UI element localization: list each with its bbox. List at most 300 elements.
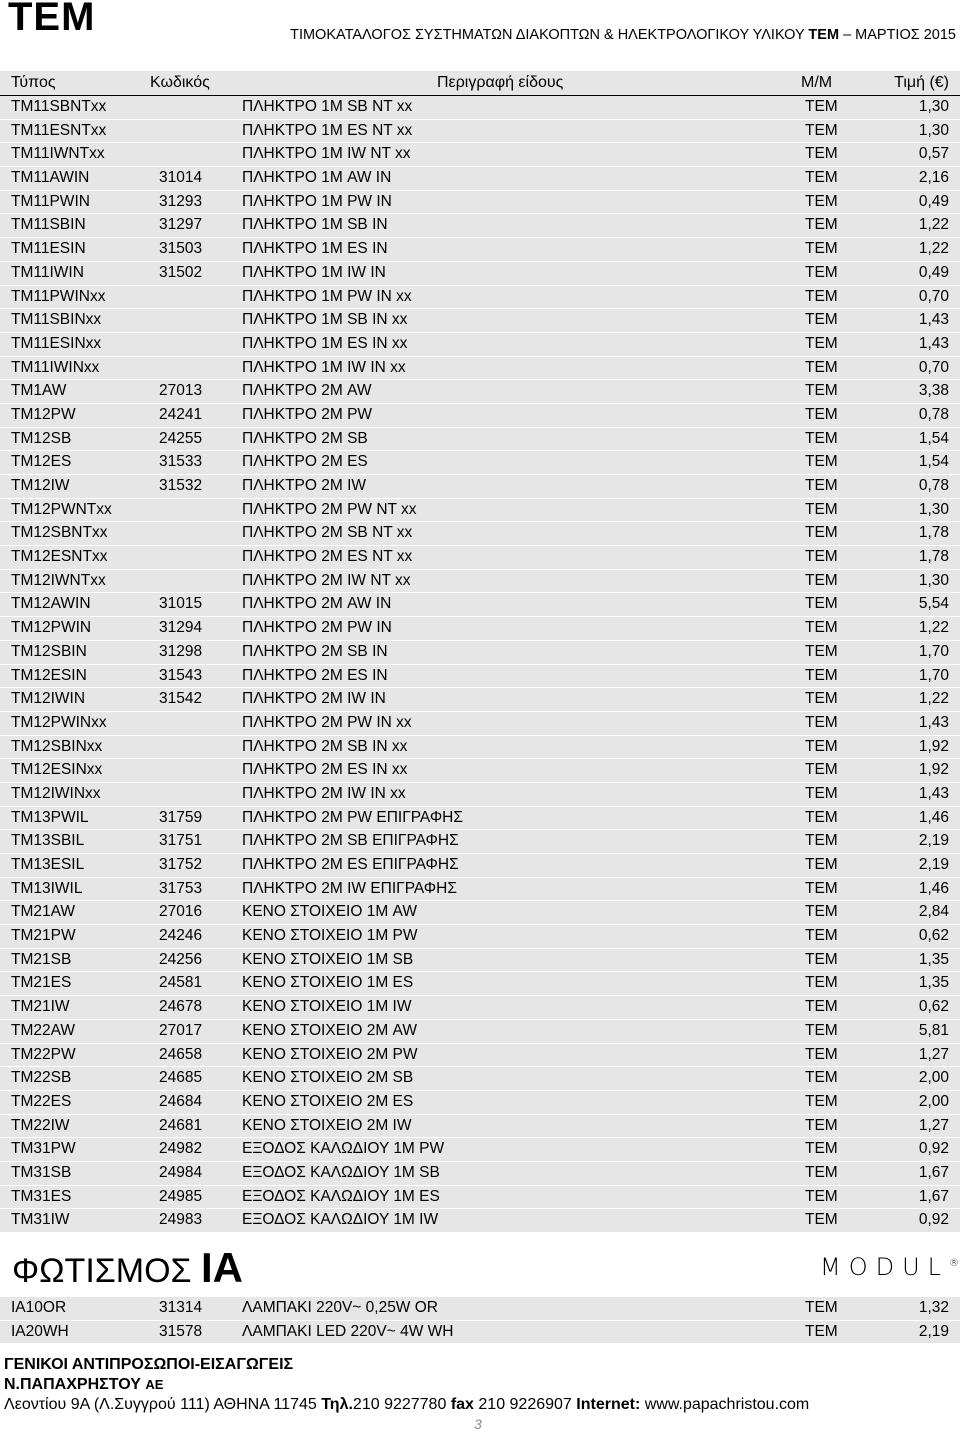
cell-code: 24256 xyxy=(159,950,203,968)
cell-unit: TEM xyxy=(805,856,838,873)
cell-price: 1,35 xyxy=(918,974,949,992)
cell-price: 0,78 xyxy=(918,405,949,423)
cell-code: 31543 xyxy=(159,666,203,684)
cell-unit: TEM xyxy=(805,169,838,187)
table-row xyxy=(0,309,960,333)
cell-code: 31014 xyxy=(159,169,203,187)
col-code-header: Κωδικός xyxy=(150,74,210,91)
cell-unit: TEM xyxy=(805,571,838,589)
cell-desc: ΠΛΗΚΤΡΟ 1Μ AW IN xyxy=(242,169,392,187)
cell-type: TM11ESINxx xyxy=(11,334,102,352)
cell-desc: ΠΛΗΚΤΡΟ 2Μ IW IN xx xyxy=(242,784,406,802)
cell-desc: ΕΞΟΔΟΣ ΚΑΛΩΔΙΟΥ 1Μ IW xyxy=(242,1211,439,1229)
cell-unit: TEM xyxy=(805,1092,838,1110)
cell-type: TM12SBNTxx xyxy=(11,524,108,542)
cell-unit: TEM xyxy=(805,287,838,305)
cell-desc: ΠΛΗΚΤΡΟ 2Μ SB IN xyxy=(242,642,388,660)
cell-desc: ΠΛΗΚΤΡΟ 2Μ AW IN xyxy=(242,595,392,613)
cell-code: 31297 xyxy=(159,216,203,234)
table-row xyxy=(0,191,960,215)
cell-price: 1,70 xyxy=(918,666,949,684)
cell-price: 0,78 xyxy=(918,477,949,494)
cell-desc: ΚΕΝΟ ΣΤΟΙΧΕΙΟ 2Μ IW xyxy=(242,1116,412,1134)
table-row xyxy=(0,759,960,783)
cell-price: 1,67 xyxy=(918,1187,949,1205)
cell-type: TM11PWINxx xyxy=(11,287,106,305)
cell-price: 0,92 xyxy=(918,1211,949,1229)
cell-type: TM11SBINxx xyxy=(11,311,102,329)
cell-desc: ΠΛΗΚΤΡΟ 2Μ PW IN xyxy=(242,619,392,637)
cell-unit: TEM xyxy=(805,1299,838,1316)
table-row xyxy=(0,120,960,144)
cell-type: TM12ESIN xyxy=(11,666,87,684)
cell-price: 0,57 xyxy=(918,145,949,163)
cell-price: 2,19 xyxy=(918,1322,949,1340)
cell-type: TM11SBNTxx xyxy=(11,98,107,115)
cell-price: 2,19 xyxy=(918,832,949,850)
table-header xyxy=(0,71,960,96)
cell-price: 0,49 xyxy=(918,263,949,281)
cell-unit: TEM xyxy=(805,903,838,921)
table-row xyxy=(0,451,960,475)
cell-price: 2,19 xyxy=(918,856,949,873)
cell-desc: ΠΛΗΚΤΡΟ 2Μ ES ΕΠΙΓΡΑΦΗΣ xyxy=(242,856,459,873)
cell-code: 31298 xyxy=(159,642,203,660)
cell-type: TM11IWNTxx xyxy=(11,145,105,163)
cell-code: 31753 xyxy=(159,879,203,897)
catalog-title-prefix: ΤΙΜΟΚΑΤΑΛΟΓΟΣ ΣΥΣΤΗΜΑΤΩΝ ΔΙΑΚΟΠΤΩΝ & ΗΛΕΚΤΡΟΛΟΓΙΚΟΥ ΥΛΙΚΟΥ xyxy=(290,27,805,43)
cell-desc: ΕΞΟΔΟΣ ΚΑΛΩΔΙΟΥ 1Μ SB xyxy=(242,1163,440,1181)
cell-desc: ΚΕΝΟ ΣΤΟΙΧΕΙΟ 1Μ AW xyxy=(242,903,417,921)
cell-desc: ΠΛΗΚΤΡΟ 1Μ IW IN xx xyxy=(242,358,406,376)
cell-code: 24983 xyxy=(159,1211,203,1229)
cell-unit: TEM xyxy=(805,737,838,755)
cell-desc: ΠΛΗΚΤΡΟ 2Μ SB ΕΠΙΓΡΑΦΗΣ xyxy=(242,832,459,850)
table-row xyxy=(0,570,960,594)
cell-desc: ΠΛΗΚΤΡΟ 2Μ PW ΕΠΙΓΡΑΦΗΣ xyxy=(242,808,463,826)
cell-type: TM21PW xyxy=(11,927,76,945)
table-row xyxy=(0,688,960,712)
cell-type: TM11ESIN xyxy=(11,240,86,258)
cell-desc: ΠΛΗΚΤΡΟ 1Μ PW IN xx xyxy=(242,287,412,305)
section-title-text: ΦΩΤΙΣΜΟΣ xyxy=(12,1252,192,1290)
cell-price: 1,92 xyxy=(918,761,949,779)
catalog-title-brand: TEM xyxy=(808,27,840,43)
cell-unit: TEM xyxy=(805,1163,838,1181)
cell-desc: ΠΛΗΚΤΡΟ 1Μ ES NT xx xyxy=(242,121,413,139)
table-row xyxy=(0,617,960,641)
cell-unit: TEM xyxy=(805,879,838,897)
cell-price: 1,78 xyxy=(918,524,949,542)
cell-desc: ΠΛΗΚΤΡΟ 1Μ PW IN xyxy=(242,192,392,210)
cell-unit: TEM xyxy=(805,1322,838,1340)
cell-unit: TEM xyxy=(805,524,838,542)
cell-price: 1,22 xyxy=(918,240,949,258)
cell-code: 24241 xyxy=(159,405,203,423)
cell-desc: ΠΛΗΚΤΡΟ 2Μ IW NT xx xyxy=(242,571,411,589)
table-row xyxy=(0,1209,960,1233)
cell-type: TM12SBINxx xyxy=(11,737,103,755)
cell-price: 3,38 xyxy=(918,382,949,400)
cell-code: 31503 xyxy=(159,240,203,258)
cell-desc: ΠΛΗΚΤΡΟ 2Μ ES xyxy=(242,453,368,471)
cell-code: 31015 xyxy=(159,595,203,613)
cell-desc: ΠΛΗΚΤΡΟ 2Μ PW IN xx xyxy=(242,713,412,731)
cell-type: TM12ES xyxy=(11,453,72,471)
table-row xyxy=(0,475,960,499)
table-row xyxy=(0,1186,960,1210)
cell-unit: TEM xyxy=(805,950,838,968)
cell-price: 0,62 xyxy=(918,998,949,1016)
cell-price: 1,27 xyxy=(918,1116,949,1134)
cell-type: TM12IWIN xyxy=(11,690,86,708)
table-row xyxy=(0,143,960,167)
cell-code: 27013 xyxy=(159,382,203,400)
cell-unit: TEM xyxy=(805,666,838,684)
cell-price: 1,92 xyxy=(918,737,949,755)
footer-distributor: ΓΕΝΙΚΟΙ ΑΝΤΙΠΡΟΣΩΠΟΙ-ΕΙΣΑΓΩΓΕΙΣ xyxy=(4,1356,294,1373)
cell-desc: ΠΛΗΚΤΡΟ 1Μ ES IN xx xyxy=(242,334,408,352)
cell-code: 24678 xyxy=(159,998,203,1016)
cell-price: 1,30 xyxy=(918,98,949,115)
cell-type: TM22PW xyxy=(11,1045,76,1063)
cell-desc: ΚΕΝΟ ΣΤΟΙΧΕΙΟ 1Μ PW xyxy=(242,927,418,945)
cell-desc: ΛΑΜΠΑΚΙ LED 220V~ 4W WH xyxy=(242,1322,454,1340)
modul-logo xyxy=(820,1253,959,1281)
cell-unit: TEM xyxy=(805,453,838,471)
cell-unit: TEM xyxy=(805,216,838,234)
table-row xyxy=(0,807,960,831)
cell-desc: ΠΛΗΚΤΡΟ 1Μ SB IN xx xyxy=(242,311,408,329)
modul-logo-text: MODUL xyxy=(820,1253,950,1281)
cell-price: 2,84 xyxy=(918,903,949,921)
cell-unit: TEM xyxy=(805,832,838,850)
cell-type: TM12IWNTxx xyxy=(11,571,106,589)
table-row xyxy=(0,380,960,404)
cell-unit: TEM xyxy=(805,311,838,329)
table-row xyxy=(0,1297,960,1321)
cell-type: TM13SBIL xyxy=(11,832,85,850)
table-row xyxy=(0,428,960,452)
cell-unit: TEM xyxy=(805,500,838,518)
cell-price: 0,62 xyxy=(918,927,949,945)
cell-unit: TEM xyxy=(805,1021,838,1039)
cell-type: TM22IW xyxy=(11,1116,70,1134)
col-unit-header: Μ/Μ xyxy=(801,74,833,91)
cell-unit: TEM xyxy=(805,1211,838,1229)
table-row xyxy=(0,499,960,523)
table-row xyxy=(0,972,960,996)
table-row xyxy=(0,1138,960,1162)
cell-desc: ΠΛΗΚΤΡΟ 2Μ ES IN xx xyxy=(242,761,408,779)
cell-unit: TEM xyxy=(805,358,838,376)
cell-type: TM11SBIN xyxy=(11,216,86,234)
cell-unit: TEM xyxy=(805,1140,838,1158)
cell-price: 1,22 xyxy=(918,690,949,708)
cell-desc: ΚΕΝΟ ΣΤΟΙΧΕΙΟ 2Μ ES xyxy=(242,1092,414,1110)
cell-code: 24984 xyxy=(159,1163,203,1181)
table-row xyxy=(0,1162,960,1186)
cell-unit: TEM xyxy=(805,595,838,613)
table-row xyxy=(0,878,960,902)
cell-unit: TEM xyxy=(805,548,838,566)
cell-price: 0,92 xyxy=(918,1140,949,1158)
cell-price: 1,43 xyxy=(918,784,949,802)
table-row xyxy=(0,641,960,665)
cell-type: TM22AW xyxy=(11,1021,76,1039)
cell-price: 1,54 xyxy=(918,429,949,447)
table-row xyxy=(0,546,960,570)
cell-type: TM11IWINxx xyxy=(11,358,100,376)
cell-unit: TEM xyxy=(805,927,838,945)
table-row xyxy=(0,1044,960,1068)
registered-mark: ® xyxy=(949,1258,960,1269)
table-row xyxy=(0,1321,960,1345)
cell-type: TM22SB xyxy=(11,1069,72,1087)
cell-code: 31293 xyxy=(159,192,203,210)
footer-fax-label: fax xyxy=(450,1396,474,1413)
cell-code: 24246 xyxy=(159,927,203,945)
table-row xyxy=(0,522,960,546)
table-row xyxy=(0,333,960,357)
cell-price: 1,70 xyxy=(918,642,949,660)
cell-desc: ΠΛΗΚΤΡΟ 2Μ IW ΕΠΙΓΡΑΦΗΣ xyxy=(242,879,457,897)
cell-desc: ΚΕΝΟ ΣΤΟΙΧΕΙΟ 2Μ SB xyxy=(242,1069,414,1087)
table-row xyxy=(0,925,960,949)
cell-unit: TEM xyxy=(805,761,838,779)
cell-desc: ΠΛΗΚΤΡΟ 1Μ IW IN xyxy=(242,263,386,281)
cell-price: 1,35 xyxy=(918,950,949,968)
cell-type: TM31ES xyxy=(11,1187,72,1205)
table-row xyxy=(0,593,960,617)
cell-unit: TEM xyxy=(805,263,838,281)
cell-code: 31532 xyxy=(159,477,203,494)
cell-code: 24255 xyxy=(159,429,203,447)
cell-desc: ΠΛΗΚΤΡΟ 2Μ AW xyxy=(242,382,372,400)
cell-type: TM12AWIN xyxy=(11,595,91,613)
table-row xyxy=(0,357,960,381)
table-row xyxy=(0,665,960,689)
cell-code: 31502 xyxy=(159,263,203,281)
cell-price: 0,70 xyxy=(918,287,949,305)
cell-unit: TEM xyxy=(805,334,838,352)
cell-code: 31751 xyxy=(159,832,203,850)
catalog-title-suffix: – ΜΑΡΤΙΟΣ 2015 xyxy=(843,27,956,43)
cell-unit: TEM xyxy=(805,642,838,660)
table-row xyxy=(0,167,960,191)
cell-desc: ΠΛΗΚΤΡΟ 1Μ ES IN xyxy=(242,240,388,258)
cell-price: 1,43 xyxy=(918,334,949,352)
col-desc-header: Περιγραφή είδους xyxy=(437,74,564,91)
cell-code: 24681 xyxy=(159,1116,203,1134)
cell-desc: ΠΛΗΚΤΡΟ 2Μ IW IN xyxy=(242,690,386,708)
cell-unit: TEM xyxy=(805,121,838,139)
cell-price: 1,46 xyxy=(918,879,949,897)
cell-price: 1,30 xyxy=(918,571,949,589)
table-row xyxy=(0,214,960,238)
cell-code: 24985 xyxy=(159,1187,203,1205)
tem-logo: TEM xyxy=(8,0,96,39)
cell-type: TM31SB xyxy=(11,1163,72,1181)
cell-code: 24685 xyxy=(159,1069,203,1087)
cell-unit: TEM xyxy=(805,690,838,708)
cell-type: TM12PW xyxy=(11,405,76,423)
cell-type: TM12ESINxx xyxy=(11,761,103,779)
col-type-header: Τύπος xyxy=(11,74,56,91)
cell-unit: TEM xyxy=(805,240,838,258)
cell-price: 1,22 xyxy=(918,619,949,637)
footer-company-name: Ν.ΠΑΠΑΧΡΗΣΤΟΥ xyxy=(4,1376,141,1393)
cell-type: TM13ESIL xyxy=(11,856,85,873)
cell-type: TM13IWIL xyxy=(11,879,83,897)
cell-type: TM31PW xyxy=(11,1140,76,1158)
cell-desc: ΠΛΗΚΤΡΟ 2Μ SB NT xx xyxy=(242,524,413,542)
cell-type: TM12IW xyxy=(11,477,70,494)
cell-price: 1,30 xyxy=(918,500,949,518)
cell-unit: TEM xyxy=(805,808,838,826)
cell-type: TM12ESNTxx xyxy=(11,548,108,566)
page-number: 3 xyxy=(474,1416,482,1432)
table-row xyxy=(0,1020,960,1044)
cell-price: 5,81 xyxy=(918,1021,949,1039)
cell-unit: TEM xyxy=(805,619,838,637)
cell-desc: ΠΛΗΚΤΡΟ 2Μ IW xyxy=(242,477,367,494)
table-row xyxy=(0,830,960,854)
cell-type: TM11PWIN xyxy=(11,192,90,210)
cell-desc: ΠΛΗΚΤΡΟ 1Μ SB IN xyxy=(242,216,388,234)
footer-company xyxy=(4,1376,163,1394)
table-row xyxy=(0,404,960,428)
cell-unit: TEM xyxy=(805,429,838,447)
section-title-ia: IA xyxy=(201,1244,244,1291)
footer-fax: 210 9226907 xyxy=(478,1396,572,1413)
cell-unit: TEM xyxy=(805,1069,838,1087)
cell-desc: ΚΕΝΟ ΣΤΟΙΧΕΙΟ 1Μ SB xyxy=(242,950,414,968)
cell-price: 2,00 xyxy=(918,1069,949,1087)
cell-type: TM12PWINxx xyxy=(11,713,107,731)
cell-type: TM21ES xyxy=(11,974,72,992)
cell-desc: ΚΕΝΟ ΣΤΟΙΧΕΙΟ 1Μ IW xyxy=(242,998,412,1016)
table-row xyxy=(0,286,960,310)
cell-price: 1,54 xyxy=(918,453,949,471)
cell-type: TM1AW xyxy=(11,382,67,400)
cell-unit: TEM xyxy=(805,382,838,400)
cell-code: 31752 xyxy=(159,856,203,873)
cell-code: 24684 xyxy=(159,1092,203,1110)
section-title xyxy=(12,1244,243,1292)
cell-unit: TEM xyxy=(805,974,838,992)
footer-internet: www.papachristou.com xyxy=(644,1396,810,1413)
cell-code: 31533 xyxy=(159,453,203,471)
cell-unit: TEM xyxy=(805,145,838,163)
cell-type: TM11AWIN xyxy=(11,169,90,187)
cell-unit: TEM xyxy=(805,98,838,115)
cell-unit: TEM xyxy=(805,477,838,494)
cell-desc: ΚΕΝΟ ΣΤΟΙΧΕΙΟ 1Μ ES xyxy=(242,974,414,992)
cell-price: 1,46 xyxy=(918,808,949,826)
table-row xyxy=(0,262,960,286)
cell-unit: TEM xyxy=(805,192,838,210)
cell-code: 24982 xyxy=(159,1140,203,1158)
cell-desc: ΚΕΝΟ ΣΤΟΙΧΕΙΟ 2Μ AW xyxy=(242,1021,417,1039)
col-price-header: Τιμή (€) xyxy=(894,74,949,91)
cell-type: TM21SB xyxy=(11,950,72,968)
cell-type: TM11ESNTxx xyxy=(11,121,107,139)
cell-type: TM31IW xyxy=(11,1211,70,1229)
cell-price: 1,30 xyxy=(918,121,949,139)
footer-company-suffix: ΑΕ xyxy=(145,1377,164,1392)
cell-code: 31578 xyxy=(159,1322,203,1340)
lighting-table xyxy=(0,1297,960,1344)
cell-desc: ΚΕΝΟ ΣΤΟΙΧΕΙΟ 2Μ PW xyxy=(242,1045,418,1063)
cell-type: TM12PWIN xyxy=(11,619,92,637)
cell-code: 31294 xyxy=(159,619,203,637)
table-row xyxy=(0,949,960,973)
cell-type: TM12SB xyxy=(11,429,72,447)
cell-price: 1,43 xyxy=(918,713,949,731)
cell-type: TM21AW xyxy=(11,903,76,921)
cell-price: 5,54 xyxy=(918,595,949,613)
cell-desc: ΠΛΗΚΤΡΟ 1Μ SB NT xx xyxy=(242,98,413,115)
cell-code: 27016 xyxy=(159,903,203,921)
footer-address: Λεοντίου 9Α (Λ.Συγγρού 111) ΑΘΗΝΑ 11745 xyxy=(4,1396,317,1413)
cell-code: 31314 xyxy=(159,1299,203,1316)
table-row xyxy=(0,996,960,1020)
cell-unit: TEM xyxy=(805,1187,838,1205)
cell-code: 31759 xyxy=(159,808,203,826)
cell-type: TM22ES xyxy=(11,1092,72,1110)
cell-unit: TEM xyxy=(805,405,838,423)
cell-type: TM11IWIN xyxy=(11,263,84,281)
cell-price: 1,43 xyxy=(918,311,949,329)
table-row xyxy=(0,96,960,120)
footer-tel-label: Τηλ. xyxy=(321,1396,353,1413)
cell-type: IA10OR xyxy=(11,1299,67,1316)
cell-price: 2,00 xyxy=(918,1092,949,1110)
cell-price: 0,70 xyxy=(918,358,949,376)
footer-tel: 210 9227780 xyxy=(352,1396,447,1413)
table-row xyxy=(0,1067,960,1091)
cell-desc: ΠΛΗΚΤΡΟ 2Μ ES NT xx xyxy=(242,548,413,566)
cell-price: 1,32 xyxy=(918,1299,949,1316)
cell-price: 1,78 xyxy=(918,548,949,566)
cell-desc: ΠΛΗΚΤΡΟ 2Μ PW xyxy=(242,405,373,423)
cell-desc: ΕΞΟΔΟΣ ΚΑΛΩΔΙΟΥ 1Μ PW xyxy=(242,1140,445,1158)
cell-desc: ΠΛΗΚΤΡΟ 2Μ SB IN xx xyxy=(242,737,408,755)
cell-unit: TEM xyxy=(805,713,838,731)
table-row xyxy=(0,901,960,925)
cell-unit: TEM xyxy=(805,998,838,1016)
cell-desc: ΠΛΗΚΤΡΟ 1Μ IW NT xx xyxy=(242,145,411,163)
cell-code: 24581 xyxy=(159,974,203,992)
table-row xyxy=(0,238,960,262)
cell-unit: TEM xyxy=(805,784,838,802)
cell-type: TM12IWINxx xyxy=(11,784,101,802)
cell-type: TM12SBIN xyxy=(11,642,87,660)
price-table xyxy=(0,96,960,1233)
cell-code: 31542 xyxy=(159,690,203,708)
cell-price: 1,22 xyxy=(918,216,949,234)
table-row xyxy=(0,1091,960,1115)
cell-price: 2,16 xyxy=(918,169,949,187)
cell-type: TM21IW xyxy=(11,998,70,1016)
table-row xyxy=(0,712,960,736)
table-row xyxy=(0,854,960,878)
table-row xyxy=(0,736,960,760)
cell-type: TM13PWIL xyxy=(11,808,89,826)
cell-desc: ΠΛΗΚΤΡΟ 2Μ SB xyxy=(242,429,368,447)
cell-price: 1,27 xyxy=(918,1045,949,1063)
